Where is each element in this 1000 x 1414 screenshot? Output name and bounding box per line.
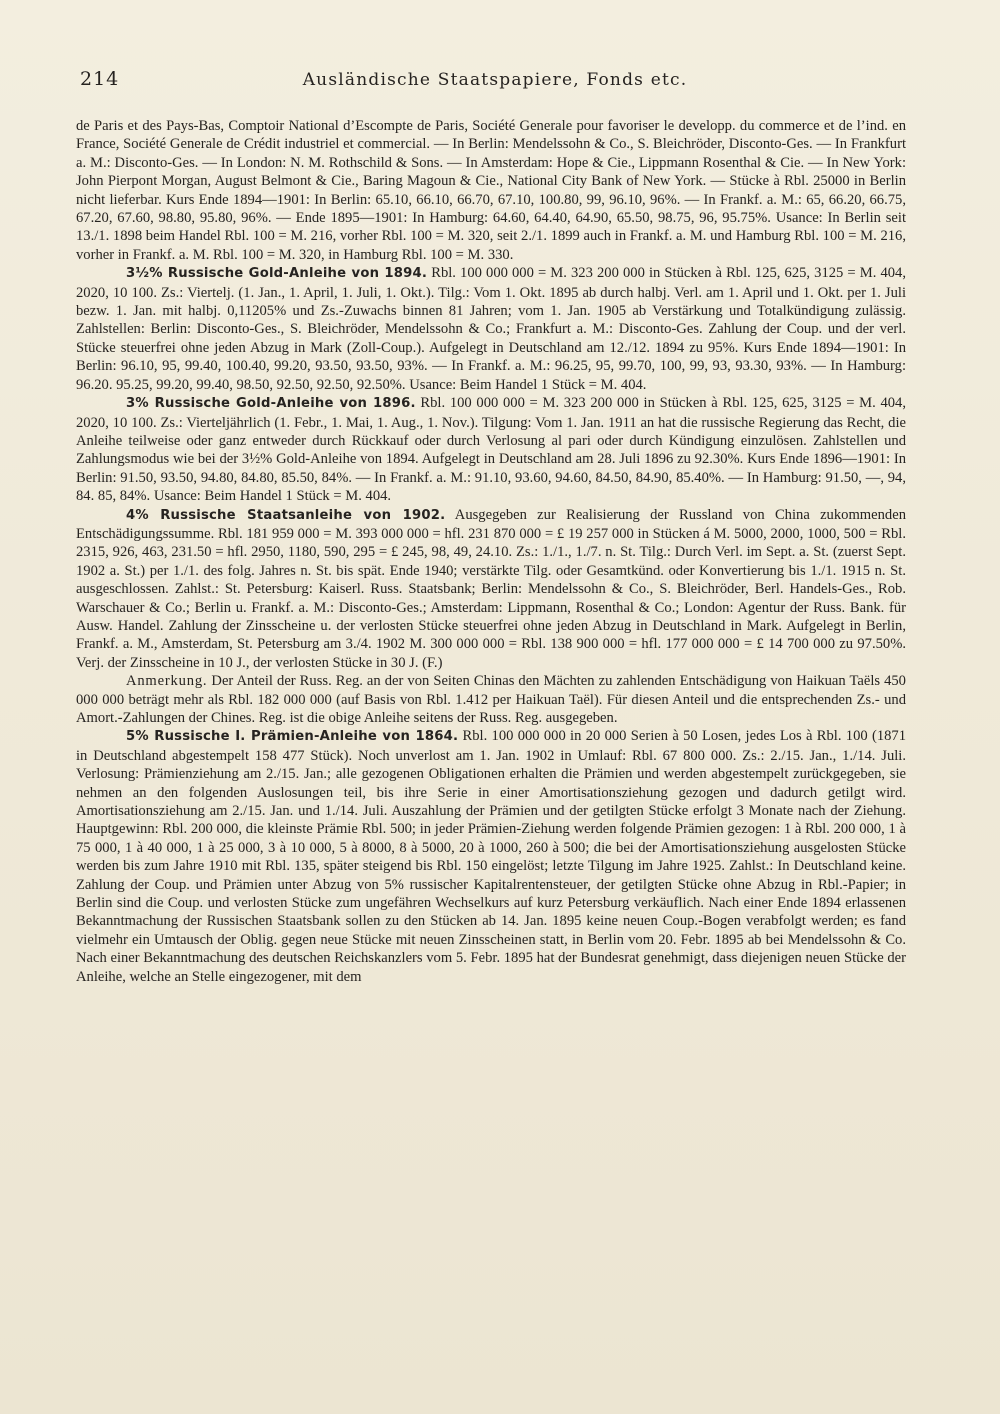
entry-text: Rbl. 100 000 000 in 20 000 Serien à 50 Losen, jedes Los à Rbl. 100 (1871 in Deutschland abgestempelt 158 477 Stück). Noch unverlost am 1. Jan. 1902 in Umlauf: Rbl. 67 800 000. Zs.: 2./15. Jan., 1./14. Juli. Verlosung: Prämienziehung am 2./15. Jan.; alle gezogenen Obligationen erhalten die Prämien und werden abgestempelt zurückgegeben, sie nehmen an den folgenden Auslosungen teil, bis ihre Serie in einer Amortisationsziehung gezogen und dadurch getilgt wird. Amortisationsziehung am 2./15. Jan. und 1./14. Juli. Auszahlung der Prämien und der getilgten Stücke erfolgt 3 Monate nach der Ziehung. Hauptgewinn: Rbl. 200 000, die kleinste Prämie Rbl. 500; in jeder Prämien-Ziehung werden folgende Prämien gezogen: 1 à Rbl. 200 000, 1 à 75 000, 1 à 40 000, 1 à 25 000, 3 à 10 000, 5 à 8000, 8 à 5000, 20 à 1000, 260 à 500; die bei der Amortisationsziehung ausgelosten Stücke werden bis zum Jahre 1910 mit Rbl. 135, später steigend bis Rbl. 150 eingelöst; letzte Tilgung im Jahre 1925. Zahlst.: In Deutschland keine. Zahlung der Coup. und Prämien unter Abzug von 5% russischer Kapitalrentensteuer, der getilgten Stücke ohne Abzug in Rbl.-Papier; in Berlin sind die Coup. und verlosten Stücke zum ungefähren Wechselkurs auf kurz Petersburg verkäuflich. Nach einer Ende 1894 erlassenen Bekanntmachung der Russischen Staatsbank sollen zu den Stücken ab 14. Jan. 1895 keine neuen Coup.-Bogen verabfolgt werden; es fand vielmehr ein Umtausch der Oblig. gegen neue Stücke mit neuen Zinsscheinen statt, in Berlin vom 20. Febr. 1895 ab bei Mendelssohn & Co. Nach einer Bekanntmachung des deutschen Reichskanzlers vom 5. Febr. 1895 hat der Bundesrat genehmigt, dass diejenigen neuen Stücke der Anleihe, welche an Stelle eingezogener, mit dem [76,728,907,985]
note-paragraph [76,672,906,727]
entry-gold-loan-1894 [76,264,906,394]
entry-state-loan-1902 [76,506,906,673]
entry-heading: 3% Russische Gold-Anleihe von 1896. [126,396,416,412]
page-number: 214 [80,68,120,90]
running-head: Ausländische Staatspapiere, Fonds etc. [302,70,688,90]
entry-heading: 5% Russische I. Prämien-Anleihe von 1864. [126,729,459,745]
entry-text: Rbl. 100 000 000 = M. 323 200 000 in Stücken à Rbl. 125, 625, 3125 = M. 404, 2020, 10 100. Zs.: Viertelj. (1. Jan., 1. April, 1. Juli, 1. Okt.). Tilg.: Vom 1. Okt. 1895 ab durch halbj. Verl. am 1. April und 1. Okt. per 1. Juli bezw. 1. Jan. mit halbj. 0,11205% und Zs.-Zuwachs binnen 81 Jahren; vom 1. Jan. 1905 ab Verstärkung und Totalkündigung zulässig. Zahlstellen: Berlin: Disconto-Ges., S. Bleichröder, Mendelssohn & Co.; Frankfurt a. M.: Disconto-Ges. Zahlung der Coup. und der verl. Stücke steuerfrei ohne jeden Abzug in Mark (Zoll-Coup.). Aufgelegt in Deutschland am 12./12. 1894 zu 95%. Kurs Ende 1894—1901: In Berlin: 96.10, 95, 99.40, 100.40, 99.20, 93.50, 93.50, 93%. — In Frankf. a. M.: 96.25, 95, 99.70, 100, 99, 93, 93.30, 93%. — In Hamburg: 96.20. 95.25, 99.20, 99.40, 98.50, 92.50, 92.50, 92.50%. Usance: Beim Handel 1 Stück = M. 404. [76,265,906,393]
note-text: Der Anteil der Russ. Reg. an der von Seiten Chinas den Mächten zu zahlenden Entschädigung von Haikuan Taëls 450 000 000 beträgt mehr als Rbl. 182 000 000 (auf Basis von Rbl. 1.412 per Haikuan Taël). Für diesen Anteil und die entsprechenden Zs.- und Amort.-Zahlungen der Chines. Reg. ist die obige Anleihe seitens der Russ. Reg. ausgegeben. [76,673,906,726]
entry-heading: 4% Russische Staatsanleihe von 1902. [126,507,446,523]
entry-text: Ausgegeben zur Realisierung der Russland von China zukommenden Entschädigungssumme. Rbl. 181 959 000 = M. 393 000 000 = hfl. 231 870 000 = £ 19 257 000 in Stücken á M. 5000, 2000, 1000, 500 = Rbl. 2315, 926, 463, 231.50 = hfl. 2950, 1180, 590, 295 = £ 245, 98, 49, 24.10. Zs.: 1./1., 1./7. n. St. Tilg.: Durch Verl. im Sept. a. St. (zuerst Sept. 1902 a. St.) per 1./1. des folg. Jahres n. St. bis spät. Ende 1940; verstärkte Tilg. oder Gesamtkünd. oder Konvertierung bis 1./1. 1915 n. St. ausgeschlossen. Zahlst.: St. Petersburg: Kaiserl. Russ. Staatsbank; Berlin: Mendelssohn & Co., S. Bleichröder, Berl. Handels-Ges., Rob. Warschauer & Co.; Berlin u. Frankf. a. M.: Disconto-Ges.; Amsterdam: Lippmann, Rosenthal & Co.; London: Agentur der Russ. Bank. für Ausw. Handel. Zahlung der Zinsscheine u. der verlosten Stücke steuerfrei ohne jeden Abzug in Deutschland in Mark. Aufgelegt in Berlin, Frankf. a. M., Amsterdam, St. Petersburg am 3./4. 1902 M. 300 000 000 = Rbl. 138 900 000 = hfl. 177 000 000 = £ 14 700 000 zu 97.50%. Verj. der Zinsscheine in 10 J., der verlosten Stücke in 30 J. (F.) [76,506,906,671]
paragraph-continuation [76,117,906,264]
paragraph-text: de Paris et des Pays-Bas, Comptoir National d’Escompte de Paris, Société Generale pour favoriser le developp. du commerce et de l’ind. en France, Société Generale de Crédit industriel et commercial. — In Berlin: Mendelssohn & Co., S. Bleichröder, Disconto-Ges. — In Frankfurt a. M.: Disconto-Ges. — In London: N. M. Rothschild & Sons. — In Amsterdam: Hope & Cie., Lippmann Rosenthal & Cie. — In New York: John Pierpont Morgan, August Belmont & Cie., Baring Magoun & Cie., National City Bank of New York. — Stücke à Rbl. 25000 in Berlin nicht lieferbar. Kurs Ende 1894—1901: In Berlin: 65.10, 66.10, 66.70, 67.10, 100.80, 99, 96.10, 96%. — In Frankf. a. M.: 65, 66.20, 66.75, 67.20, 67.60, 98.80, 95.80, 96%. — Ende 1895—1901: In Hamburg: 64.60, 64.40, 64.90, 65.50, 98.75, 96, 95.75%. Usance: In Berlin seit 13./1. 1898 beim Handel Rbl. 100 = M. 216, vorher Rbl. 100 = M. 320, seit 2./1. 1899 auch in Frankf. a. M. und Hamburg Rbl. 100 = M. 216, vorher in Frankf. a. M. Rbl. 100 = M. 320, in Hamburg Rbl. 100 = M. 330. [76,118,906,263]
page-header [80,68,910,92]
entry-heading: 3½% Russische Gold-Anleihe von 1894. [126,266,428,282]
entry-premium-loan-1864 [76,727,906,986]
entry-text: Rbl. 100 000 000 = M. 323 200 000 in Stücken à Rbl. 125, 625, 3125 = M. 404, 2020, 10 100. Zs.: Vierteljährlich (1. Febr., 1. Mai, 1. Aug., 1. Nov.). Tilgung: Vom 1. Jan. 1911 an hat die russische Regierung das Recht, die Anleihe teilweise oder ganz entweder durch Rückkauf oder durch Verlosung al pari oder durch Kündigung einzulösen. Zahlstellen und Zahlungsmodus wie bei der 3½% Gold-Anleihe von 1894. Aufgelegt in Deutschland am 28. Juli 1896 zu 92.30%. Kurs Ende 1896—1901: In Berlin: 91.50, 93.50, 94.80, 84.80, 85.50, 84%. — In Frankf. a. M.: 91.10, 93.60, 94.60, 84.50, 84.90, 85.40%. — In Hamburg: 91.50, —, 94, 84. 85, 84%. Usance: Beim Handel 1 Stück = M. 404. [76,395,907,505]
entry-gold-loan-1896 [76,394,906,505]
note-label: Anmerkung. [126,673,208,690]
text-body [76,117,906,986]
